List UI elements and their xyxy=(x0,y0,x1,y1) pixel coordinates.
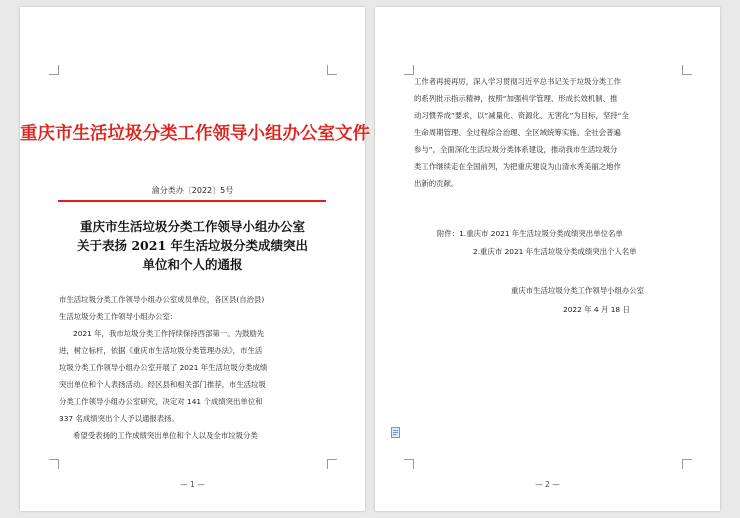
title-line: 单位和个人的通报 xyxy=(142,257,243,272)
body-line: 生活垃圾分类工作领导小组办公室： xyxy=(59,312,178,321)
signature-org: 重庆市生活垃圾分类工作领导小组办公室 xyxy=(511,286,645,295)
body-line: 动习惯养成”要求，以“减量化、资源化、无害化”为目标，坚持“全 xyxy=(414,111,629,120)
attachment-1: 附件：1.重庆市 2021 年生活垃圾分类成绩突出单位名单 xyxy=(437,229,623,238)
document-page-1 xyxy=(20,7,370,511)
body-line: 参与”，全面深化生活垃圾分类体系建设，推动我市生活垃圾分 xyxy=(414,145,618,154)
document-title xyxy=(20,217,365,274)
crop-mark xyxy=(682,459,692,469)
body-line: 市生活垃圾分类工作领导小组办公室成员单位，各区县(自治县) xyxy=(59,295,265,304)
body-line: 进，树立标杆，依据《重庆市生活垃圾分类管理办法》，市生活 xyxy=(59,346,263,355)
body-line: 垃圾分类工作领导小组办公室开展了 2021 年生活垃圾分类成绩 xyxy=(59,363,268,372)
attachment-2: 2.重庆市 2021 年生活垃圾分类成绩突出个人名单 xyxy=(473,247,637,256)
title-line: 重庆市生活垃圾分类工作领导小组办公室 xyxy=(79,219,305,234)
body-line: 类工作继续走在全国前列，为把重庆建设为山清水秀美丽之地作 xyxy=(414,162,621,171)
body-line: 工作者再接再厉，深入学习贯彻习近平总书记关于垃圾分类工作 xyxy=(414,77,621,86)
body-line: 2021 年，我市垃圾分类工作持续保持西部第一。为鼓励先 xyxy=(73,329,265,338)
crop-mark xyxy=(49,459,59,469)
signature-date: 2022 年 4 月 18 日 xyxy=(563,305,630,314)
crop-mark xyxy=(327,65,337,75)
red-header: 重庆市生活垃圾分类工作领导小组办公室文件 xyxy=(20,124,370,144)
comment-icon[interactable] xyxy=(391,427,400,438)
crop-mark xyxy=(49,65,59,75)
page-number: — 2 — xyxy=(535,480,560,489)
body-text xyxy=(59,291,329,444)
document-number: 渝分类办〔2022〕5号 xyxy=(151,186,234,195)
body-line: 的系列批示指示精神，按照“加强科学管理、形成长效机制、推 xyxy=(414,94,618,103)
body-line: 突出单位和个人表扬活动。经区县和相关部门推荐，市生活垃圾 xyxy=(59,380,266,389)
page-number: — 1 — xyxy=(180,480,205,489)
body-line: 希望受表扬的工作成绩突出单位和个人以及全市垃圾分类 xyxy=(73,431,258,440)
red-divider-line xyxy=(58,200,326,202)
body-line: 337 名成绩突出个人予以通报表扬。 xyxy=(59,414,179,423)
body-line: 生命周期管理、全过程综合治理、全区域统筹实施、全社会普遍 xyxy=(414,128,621,137)
crop-mark xyxy=(404,459,414,469)
body-line: 分类工作领导小组办公室研究，决定对 141 个成绩突出单位和 xyxy=(59,397,263,406)
crop-mark xyxy=(404,65,414,75)
body-line: 出新的贡献。 xyxy=(414,179,459,188)
title-line: 关于表扬 2021 年生活垃圾分类成绩突出 xyxy=(77,238,308,253)
crop-mark xyxy=(327,459,337,469)
document-page-2 xyxy=(375,7,720,511)
body-text xyxy=(414,73,684,192)
